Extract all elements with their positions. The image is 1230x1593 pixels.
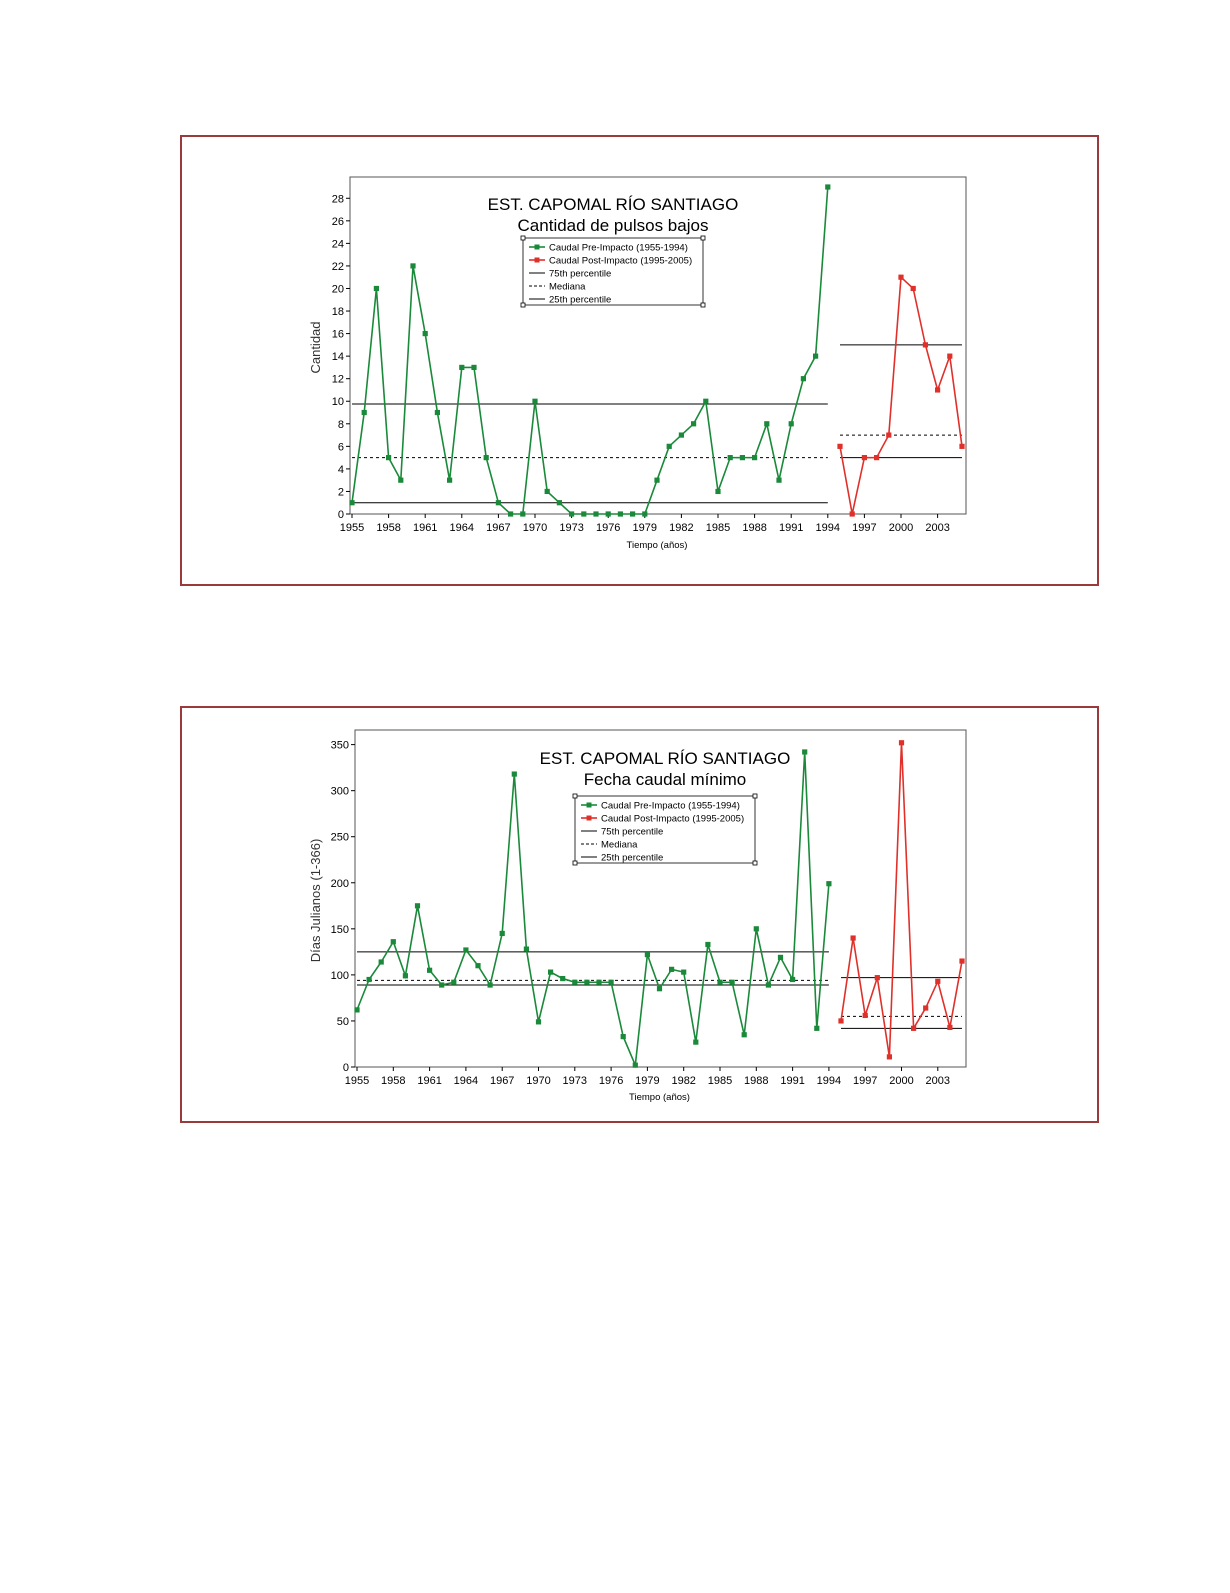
data-point-post bbox=[863, 1013, 868, 1018]
data-point-post bbox=[959, 958, 964, 963]
data-point-pre bbox=[410, 263, 415, 268]
data-point-pre bbox=[693, 1040, 698, 1045]
x-tick-label: 1997 bbox=[852, 522, 877, 534]
x-axis-label: Tiempo (años) bbox=[626, 540, 688, 551]
data-point-pre bbox=[548, 970, 553, 975]
data-point-pre bbox=[488, 982, 493, 987]
x-tick-label: 1976 bbox=[595, 522, 621, 534]
data-point-pre bbox=[802, 749, 807, 754]
series-line-pre bbox=[352, 187, 828, 514]
y-tick-label: 16 bbox=[331, 328, 344, 341]
y-tick-label: 24 bbox=[331, 238, 344, 251]
data-point-pre bbox=[790, 977, 795, 982]
x-tick-label: 1961 bbox=[412, 522, 438, 534]
data-point-pre bbox=[730, 980, 735, 985]
data-point-post bbox=[947, 1025, 952, 1030]
x-tick-label: 1991 bbox=[778, 522, 804, 534]
x-tick-label: 1979 bbox=[632, 522, 658, 534]
legend-label-p25: 25th percentile bbox=[601, 852, 664, 864]
data-point-pre bbox=[776, 478, 781, 483]
data-point-pre bbox=[415, 903, 420, 908]
data-point-pre bbox=[654, 478, 659, 483]
x-tick-label: 1988 bbox=[742, 522, 767, 534]
chart-title: EST. CAPOMAL RÍO SANTIAGO bbox=[487, 195, 739, 214]
series-line-post bbox=[840, 277, 962, 514]
data-point-pre bbox=[439, 982, 444, 987]
legend-label-p75: 75th percentile bbox=[549, 268, 612, 280]
data-point-pre bbox=[789, 421, 794, 426]
x-tick-label: 1973 bbox=[562, 1075, 588, 1087]
data-point-pre bbox=[512, 771, 517, 776]
data-point-pre bbox=[764, 421, 769, 426]
data-point-pre bbox=[596, 980, 601, 985]
data-point-post bbox=[899, 740, 904, 745]
data-point-post bbox=[851, 935, 856, 940]
y-tick-label: 100 bbox=[330, 969, 349, 982]
y-tick-label: 350 bbox=[330, 739, 349, 752]
data-point-pre bbox=[532, 399, 537, 404]
legend-handle bbox=[701, 303, 705, 307]
legend-label-post: Caudal Post-Impacto (1995-2005) bbox=[549, 255, 693, 267]
data-point-pre bbox=[451, 980, 456, 985]
data-point-pre bbox=[403, 973, 408, 978]
data-point-pre bbox=[642, 511, 647, 516]
y-tick-label: 14 bbox=[331, 351, 344, 364]
data-point-pre bbox=[667, 444, 672, 449]
data-point-post bbox=[887, 1054, 892, 1059]
x-tick-label: 1994 bbox=[816, 1075, 842, 1087]
data-point-post bbox=[837, 444, 842, 449]
data-point-post bbox=[850, 511, 855, 516]
legend-marker-pre bbox=[587, 803, 592, 808]
data-point-pre bbox=[435, 410, 440, 415]
legend-handle bbox=[521, 303, 525, 307]
data-point-pre bbox=[423, 331, 428, 336]
y-tick-label: 0 bbox=[337, 509, 344, 521]
data-point-pre bbox=[630, 511, 635, 516]
legend-marker-post bbox=[535, 258, 540, 263]
x-tick-label: 1976 bbox=[598, 1075, 624, 1087]
data-point-pre bbox=[609, 980, 614, 985]
chart-subtitle: Fecha caudal mínimo bbox=[583, 770, 747, 789]
legend-handle bbox=[701, 236, 705, 240]
data-point-pre bbox=[657, 986, 662, 991]
x-tick-label: 1985 bbox=[705, 522, 731, 534]
data-point-pre bbox=[379, 959, 384, 964]
data-point-pre bbox=[669, 967, 674, 972]
data-point-pre bbox=[349, 500, 354, 505]
data-point-pre bbox=[545, 489, 550, 494]
legend-label-p25: 25th percentile bbox=[549, 294, 612, 306]
data-point-pre bbox=[367, 977, 372, 982]
x-tick-label: 1961 bbox=[417, 1075, 442, 1087]
x-tick-label: 2000 bbox=[888, 522, 914, 534]
data-point-pre bbox=[560, 976, 565, 981]
y-axis-label: Días Julianos (1-366) bbox=[308, 838, 323, 963]
x-tick-label: 1964 bbox=[453, 1075, 479, 1087]
y-tick-label: 20 bbox=[331, 283, 344, 296]
data-point-pre bbox=[386, 455, 391, 460]
data-point-pre bbox=[391, 939, 396, 944]
y-tick-label: 150 bbox=[330, 923, 349, 936]
y-tick-label: 10 bbox=[331, 396, 344, 409]
data-point-pre bbox=[427, 968, 432, 973]
data-point-pre bbox=[447, 478, 452, 483]
legend-handle bbox=[753, 861, 757, 865]
legend-label-median: Mediana bbox=[601, 839, 638, 851]
y-axis-label: Cantidad bbox=[308, 321, 323, 374]
y-tick-label: 2 bbox=[337, 486, 344, 499]
x-tick-label: 2003 bbox=[925, 1075, 951, 1087]
data-point-pre bbox=[475, 963, 480, 968]
data-point-pre bbox=[354, 1007, 359, 1012]
data-point-pre bbox=[459, 365, 464, 370]
data-point-pre bbox=[754, 926, 759, 931]
data-point-pre bbox=[621, 1034, 626, 1039]
data-point-pre bbox=[618, 511, 623, 516]
legend-handle bbox=[753, 794, 757, 798]
y-tick-label: 200 bbox=[330, 877, 349, 890]
data-point-pre bbox=[825, 184, 830, 189]
data-point-pre bbox=[778, 955, 783, 960]
x-tick-label: 1970 bbox=[522, 522, 548, 534]
y-tick-label: 28 bbox=[331, 193, 344, 206]
data-point-post bbox=[911, 286, 916, 291]
legend-marker-post bbox=[587, 816, 592, 821]
data-point-pre bbox=[398, 478, 403, 483]
y-tick-label: 50 bbox=[336, 1015, 349, 1028]
x-tick-label: 1988 bbox=[744, 1075, 769, 1087]
x-tick-label: 1967 bbox=[489, 1075, 515, 1087]
x-tick-label: 1973 bbox=[559, 522, 584, 534]
x-tick-label: 1982 bbox=[671, 1075, 696, 1087]
data-point-post bbox=[959, 444, 964, 449]
data-point-post bbox=[874, 455, 879, 460]
series-line-post bbox=[841, 743, 962, 1057]
data-point-pre bbox=[705, 942, 710, 947]
data-point-pre bbox=[569, 511, 574, 516]
legend-marker-pre bbox=[535, 245, 540, 250]
x-tick-label: 1991 bbox=[780, 1075, 805, 1087]
y-tick-label: 6 bbox=[337, 441, 344, 454]
x-tick-label: 1967 bbox=[486, 522, 511, 534]
y-tick-label: 18 bbox=[331, 306, 344, 319]
legend-label-pre: Caudal Pre-Impacto (1955-1994) bbox=[549, 242, 688, 254]
data-point-pre bbox=[471, 365, 476, 370]
data-point-pre bbox=[679, 432, 684, 437]
data-point-pre bbox=[524, 946, 529, 951]
y-tick-label: 4 bbox=[337, 463, 344, 476]
legend-handle bbox=[573, 861, 577, 865]
x-tick-label: 1958 bbox=[376, 522, 401, 534]
x-tick-label: 1955 bbox=[339, 522, 365, 534]
data-point-pre bbox=[715, 489, 720, 494]
y-tick-label: 0 bbox=[342, 1062, 349, 1074]
legend-label-pre: Caudal Pre-Impacto (1955-1994) bbox=[601, 800, 740, 812]
data-point-pre bbox=[374, 286, 379, 291]
chart-pulsos-bajos bbox=[182, 137, 1101, 588]
data-point-pre bbox=[814, 1026, 819, 1031]
data-point-pre bbox=[633, 1063, 638, 1068]
data-point-post bbox=[935, 387, 940, 392]
data-point-pre bbox=[766, 982, 771, 987]
data-point-post bbox=[947, 354, 952, 359]
x-axis-label: Tiempo (años) bbox=[629, 1092, 690, 1103]
data-point-pre bbox=[362, 410, 367, 415]
legend-label-p75: 75th percentile bbox=[601, 826, 664, 838]
legend-label-median: Mediana bbox=[549, 281, 586, 293]
data-point-pre bbox=[536, 1019, 541, 1024]
data-point-pre bbox=[500, 931, 505, 936]
data-point-pre bbox=[584, 980, 589, 985]
x-tick-label: 2000 bbox=[889, 1075, 914, 1087]
data-point-pre bbox=[606, 511, 611, 516]
data-point-pre bbox=[728, 455, 733, 460]
data-point-pre bbox=[463, 947, 468, 952]
data-point-post bbox=[886, 432, 891, 437]
data-point-pre bbox=[520, 511, 525, 516]
x-tick-label: 1970 bbox=[526, 1075, 551, 1087]
data-point-pre bbox=[593, 511, 598, 516]
data-point-pre bbox=[813, 354, 818, 359]
data-point-post bbox=[935, 979, 940, 984]
y-tick-label: 26 bbox=[331, 215, 344, 228]
data-point-pre bbox=[717, 980, 722, 985]
data-point-post bbox=[875, 975, 880, 980]
data-point-pre bbox=[645, 952, 650, 957]
x-tick-label: 1985 bbox=[707, 1075, 733, 1087]
data-point-pre bbox=[703, 399, 708, 404]
data-point-post bbox=[923, 342, 928, 347]
data-point-pre bbox=[484, 455, 489, 460]
x-tick-label: 2003 bbox=[925, 522, 950, 534]
data-point-pre bbox=[752, 455, 757, 460]
data-point-post bbox=[898, 275, 903, 280]
data-point-pre bbox=[508, 511, 513, 516]
data-point-pre bbox=[740, 455, 745, 460]
data-point-pre bbox=[572, 980, 577, 985]
data-point-post bbox=[838, 1018, 843, 1023]
x-tick-label: 1979 bbox=[635, 1075, 660, 1087]
y-tick-label: 22 bbox=[331, 260, 344, 273]
chart-panel-fecha-caudal-minimo bbox=[180, 706, 1099, 1123]
chart-panel-pulsos-bajos bbox=[180, 135, 1099, 586]
legend-handle bbox=[573, 794, 577, 798]
chart-subtitle: Cantidad de pulsos bajos bbox=[517, 216, 709, 235]
legend-handle bbox=[521, 236, 525, 240]
x-tick-label: 1958 bbox=[381, 1075, 406, 1087]
data-point-pre bbox=[557, 500, 562, 505]
y-tick-label: 300 bbox=[330, 785, 349, 798]
data-point-post bbox=[923, 1005, 928, 1010]
data-point-pre bbox=[801, 376, 806, 381]
data-point-pre bbox=[826, 881, 831, 886]
x-tick-label: 1994 bbox=[815, 522, 841, 534]
y-tick-label: 12 bbox=[331, 373, 344, 386]
legend-label-post: Caudal Post-Impacto (1995-2005) bbox=[601, 813, 745, 825]
x-tick-label: 1964 bbox=[449, 522, 475, 534]
chart-title: EST. CAPOMAL RÍO SANTIAGO bbox=[539, 749, 791, 768]
y-tick-label: 250 bbox=[330, 831, 349, 844]
y-tick-label: 8 bbox=[337, 418, 344, 431]
data-point-pre bbox=[681, 970, 686, 975]
chart-fecha-caudal-minimo bbox=[182, 708, 1101, 1125]
data-point-pre bbox=[691, 421, 696, 426]
data-point-pre bbox=[581, 511, 586, 516]
data-point-post bbox=[911, 1026, 916, 1031]
data-point-post bbox=[862, 455, 867, 460]
x-tick-label: 1982 bbox=[669, 522, 694, 534]
data-point-pre bbox=[742, 1032, 747, 1037]
x-tick-label: 1955 bbox=[344, 1075, 370, 1087]
data-point-pre bbox=[496, 500, 501, 505]
x-tick-label: 1997 bbox=[852, 1075, 878, 1087]
